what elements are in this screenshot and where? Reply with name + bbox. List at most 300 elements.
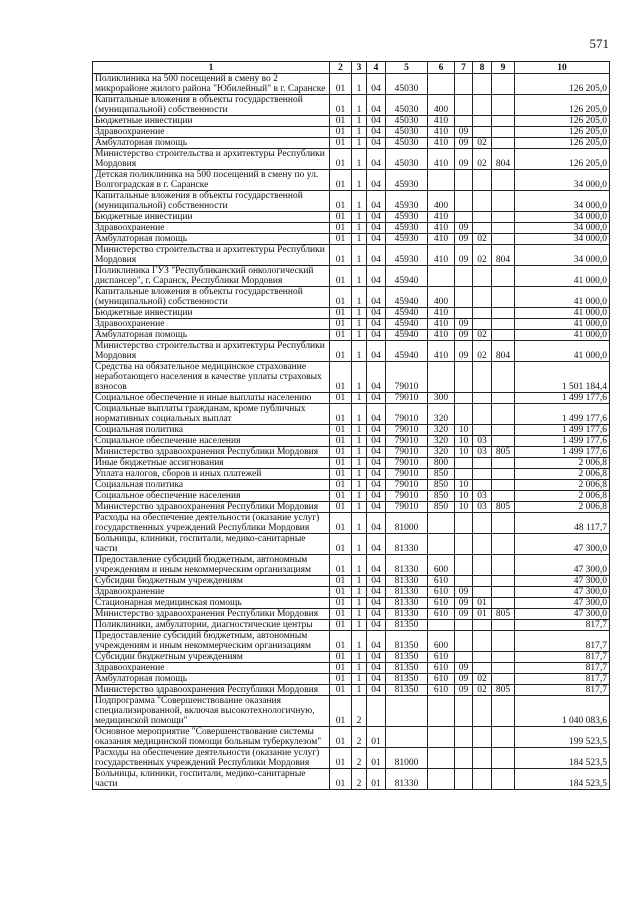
- subsection-cell: [473, 555, 492, 576]
- subsection-cell: [473, 308, 492, 319]
- ministry-code-cell: [492, 555, 515, 576]
- table-row: [93, 234, 610, 245]
- activity-code-cell: 04: [367, 436, 386, 447]
- program-code-cell: 01: [330, 491, 352, 502]
- ministry-code-cell: [492, 287, 515, 308]
- subprogram-code-cell: 1: [352, 513, 367, 534]
- expense-type-cell: [428, 170, 455, 191]
- expense-type-cell: 400: [428, 95, 455, 116]
- amount-cell: 47 300,0: [515, 598, 610, 609]
- subsection-cell: 02: [473, 234, 492, 245]
- section-cell: 10: [455, 436, 473, 447]
- row-name-cell: Министерство здравоохранения Республики Мордовия: [93, 502, 330, 513]
- section-cell: [455, 696, 473, 727]
- expense-type-cell: 610: [428, 609, 455, 620]
- table-row: [93, 727, 610, 748]
- amount-cell: 184 523,5: [515, 748, 610, 769]
- activity-code-cell: 04: [367, 191, 386, 212]
- subprogram-code-cell: 1: [352, 555, 367, 576]
- expense-type-cell: 300: [428, 393, 455, 404]
- expense-type-cell: 600: [428, 631, 455, 652]
- table-row: [93, 170, 610, 191]
- ministry-code-cell: [492, 652, 515, 663]
- amount-cell: 41 000,0: [515, 308, 610, 319]
- subprogram-code-cell: 1: [352, 234, 367, 245]
- expense-type-cell: 800: [428, 458, 455, 469]
- amount-cell: 1 499 177,6: [515, 436, 610, 447]
- program-code-cell: 01: [330, 685, 352, 696]
- program-code-cell: 01: [330, 447, 352, 458]
- subprogram-code-cell: 1: [352, 127, 367, 138]
- table-row: [93, 587, 610, 598]
- subprogram-code-cell: 1: [352, 74, 367, 95]
- activity-code-cell: 04: [367, 447, 386, 458]
- row-name-cell: Бюджетные инвестиции: [93, 212, 330, 223]
- subprogram-code-cell: 1: [352, 116, 367, 127]
- expense-type-cell: 410: [428, 116, 455, 127]
- amount-cell: 41 000,0: [515, 287, 610, 308]
- amount-cell: 126 205,0: [515, 74, 610, 95]
- amount-cell: 1 501 184,4: [515, 362, 610, 393]
- direction-code-cell: 81350: [386, 663, 428, 674]
- expense-type-cell: 410: [428, 341, 455, 362]
- direction-code-cell: 45930: [386, 223, 428, 234]
- subprogram-code-cell: 1: [352, 652, 367, 663]
- row-name-cell: Социальная политика: [93, 425, 330, 436]
- subsection-cell: [473, 769, 492, 790]
- subsection-cell: [473, 127, 492, 138]
- row-name-cell: Больницы, клиники, госпитали, медико-санитарные части: [93, 534, 330, 555]
- program-code-cell: 01: [330, 149, 352, 170]
- activity-code-cell: 04: [367, 212, 386, 223]
- amount-cell: 126 205,0: [515, 95, 610, 116]
- activity-code-cell: 04: [367, 170, 386, 191]
- subsection-cell: [473, 469, 492, 480]
- direction-code-cell: 81350: [386, 620, 428, 631]
- ministry-code-cell: [492, 425, 515, 436]
- direction-code-cell: 79010: [386, 425, 428, 436]
- expense-type-cell: 850: [428, 480, 455, 491]
- expense-type-cell: 410: [428, 245, 455, 266]
- section-cell: 09: [455, 330, 473, 341]
- row-name-cell: Капитальные вложения в объекты государственной (муниципальной) собственности: [93, 95, 330, 116]
- activity-code-cell: 04: [367, 266, 386, 287]
- table-row: [93, 748, 610, 769]
- direction-code-cell: 45940: [386, 341, 428, 362]
- subsection-cell: [473, 266, 492, 287]
- direction-code-cell: 79010: [386, 458, 428, 469]
- subsection-cell: 02: [473, 674, 492, 685]
- subsection-cell: [473, 696, 492, 727]
- activity-code-cell: 04: [367, 576, 386, 587]
- program-code-cell: 01: [330, 609, 352, 620]
- program-code-cell: 01: [330, 436, 352, 447]
- program-code-cell: 01: [330, 330, 352, 341]
- table-row: [93, 576, 610, 587]
- expense-type-cell: 410: [428, 223, 455, 234]
- activity-code-cell: 04: [367, 674, 386, 685]
- ministry-code-cell: [492, 74, 515, 95]
- table-row: [93, 769, 610, 790]
- row-name-cell: Больницы, клиники, госпитали, медико-санитарные части: [93, 769, 330, 790]
- amount-cell: 817,7: [515, 663, 610, 674]
- subsection-cell: [473, 631, 492, 652]
- subprogram-code-cell: 1: [352, 685, 367, 696]
- expense-type-cell: 410: [428, 138, 455, 149]
- amount-cell: 47 300,0: [515, 555, 610, 576]
- table-row: [93, 74, 610, 95]
- subsection-cell: 03: [473, 502, 492, 513]
- row-name-cell: Бюджетные инвестиции: [93, 308, 330, 319]
- ministry-code-cell: [492, 212, 515, 223]
- table-row: [93, 598, 610, 609]
- row-name-cell: Основное мероприятие "Совершенствование системы оказания медицинской помощи больным туберкулезом": [93, 727, 330, 748]
- section-cell: 10: [455, 480, 473, 491]
- expense-type-cell: [428, 513, 455, 534]
- section-cell: 10: [455, 447, 473, 458]
- program-code-cell: 01: [330, 319, 352, 330]
- activity-code-cell: 01: [367, 748, 386, 769]
- table-row: [93, 308, 610, 319]
- table-row: [93, 95, 610, 116]
- table-row: [93, 245, 610, 266]
- section-cell: 09: [455, 127, 473, 138]
- amount-cell: 126 205,0: [515, 149, 610, 170]
- subsection-cell: 03: [473, 436, 492, 447]
- row-name-cell: Здравоохранение: [93, 663, 330, 674]
- subsection-cell: [473, 393, 492, 404]
- program-code-cell: 01: [330, 245, 352, 266]
- ministry-code-cell: 804: [492, 149, 515, 170]
- amount-cell: 817,7: [515, 652, 610, 663]
- amount-cell: 34 000,0: [515, 212, 610, 223]
- expense-type-cell: 320: [428, 447, 455, 458]
- activity-code-cell: 04: [367, 116, 386, 127]
- program-code-cell: 01: [330, 266, 352, 287]
- subprogram-code-cell: 1: [352, 212, 367, 223]
- subsection-cell: [473, 513, 492, 534]
- activity-code-cell: 01: [367, 727, 386, 748]
- subsection-cell: 01: [473, 598, 492, 609]
- amount-cell: 126 205,0: [515, 127, 610, 138]
- direction-code-cell: 45930: [386, 234, 428, 245]
- activity-code-cell: 04: [367, 598, 386, 609]
- direction-code-cell: 45030: [386, 74, 428, 95]
- table-row: [93, 341, 610, 362]
- row-name-cell: Предоставление субсидий бюджетным, автономным учреждениям и иным некоммерческим организациям: [93, 631, 330, 652]
- subprogram-code-cell: 1: [352, 480, 367, 491]
- ministry-code-cell: [492, 362, 515, 393]
- table-row: [93, 393, 610, 404]
- activity-code-cell: 04: [367, 663, 386, 674]
- activity-code-cell: 04: [367, 245, 386, 266]
- program-code-cell: 01: [330, 587, 352, 598]
- direction-code-cell: 79010: [386, 480, 428, 491]
- subprogram-code-cell: 1: [352, 491, 367, 502]
- row-name-cell: Поликлиники, амбулатории, диагностические центры: [93, 620, 330, 631]
- program-code-cell: 01: [330, 425, 352, 436]
- subsection-cell: [473, 534, 492, 555]
- section-cell: [455, 727, 473, 748]
- direction-code-cell: 45030: [386, 149, 428, 170]
- direction-code-cell: [386, 727, 428, 748]
- activity-code-cell: 04: [367, 95, 386, 116]
- ministry-code-cell: [492, 576, 515, 587]
- subprogram-code-cell: 1: [352, 447, 367, 458]
- table-row: [93, 652, 610, 663]
- amount-cell: 1 499 177,6: [515, 425, 610, 436]
- activity-code-cell: 04: [367, 469, 386, 480]
- direction-code-cell: 81330: [386, 598, 428, 609]
- section-cell: [455, 74, 473, 95]
- subprogram-code-cell: 1: [352, 587, 367, 598]
- ministry-code-cell: [492, 598, 515, 609]
- budget-table: [92, 61, 610, 790]
- table-row: [93, 425, 610, 436]
- column-header: 10: [515, 62, 610, 74]
- activity-code-cell: 04: [367, 685, 386, 696]
- section-cell: [455, 404, 473, 425]
- ministry-code-cell: [492, 127, 515, 138]
- section-cell: [455, 748, 473, 769]
- direction-code-cell: 81350: [386, 674, 428, 685]
- table-row: [93, 330, 610, 341]
- ministry-code-cell: [492, 116, 515, 127]
- row-name-cell: Уплата налогов, сборов и иных платежей: [93, 469, 330, 480]
- subsection-cell: 02: [473, 330, 492, 341]
- activity-code-cell: 04: [367, 587, 386, 598]
- activity-code-cell: 04: [367, 149, 386, 170]
- table-row: [93, 480, 610, 491]
- direction-code-cell: 45940: [386, 266, 428, 287]
- row-name-cell: Амбулаторная помощь: [93, 138, 330, 149]
- section-cell: 09: [455, 663, 473, 674]
- row-name-cell: Расходы на обеспечение деятельности (оказание услуг) государственных учреждений Республики Мордовия: [93, 513, 330, 534]
- subsection-cell: [473, 480, 492, 491]
- direction-code-cell: 81000: [386, 748, 428, 769]
- program-code-cell: 01: [330, 727, 352, 748]
- program-code-cell: 01: [330, 555, 352, 576]
- section-cell: [455, 95, 473, 116]
- subsection-cell: 02: [473, 245, 492, 266]
- program-code-cell: 01: [330, 234, 352, 245]
- subprogram-code-cell: 2: [352, 769, 367, 790]
- table-row: [93, 212, 610, 223]
- ministry-code-cell: 804: [492, 341, 515, 362]
- table-row: [93, 404, 610, 425]
- subsection-cell: [473, 212, 492, 223]
- subprogram-code-cell: 1: [352, 425, 367, 436]
- subsection-cell: [473, 663, 492, 674]
- expense-type-cell: [428, 74, 455, 95]
- subprogram-code-cell: 1: [352, 287, 367, 308]
- subprogram-code-cell: 1: [352, 598, 367, 609]
- activity-code-cell: 04: [367, 74, 386, 95]
- table-row: [93, 287, 610, 308]
- direction-code-cell: 45030: [386, 127, 428, 138]
- table-row: [93, 491, 610, 502]
- subprogram-code-cell: 2: [352, 696, 367, 727]
- subsection-cell: 03: [473, 447, 492, 458]
- program-code-cell: 01: [330, 404, 352, 425]
- expense-type-cell: [428, 727, 455, 748]
- expense-type-cell: 410: [428, 212, 455, 223]
- row-name-cell: Социальная политика: [93, 480, 330, 491]
- table-row: [93, 620, 610, 631]
- program-code-cell: 01: [330, 74, 352, 95]
- subsection-cell: [473, 362, 492, 393]
- direction-code-cell: 45930: [386, 212, 428, 223]
- subprogram-code-cell: 1: [352, 95, 367, 116]
- section-cell: [455, 287, 473, 308]
- subprogram-code-cell: 1: [352, 170, 367, 191]
- activity-code-cell: 04: [367, 502, 386, 513]
- expense-type-cell: 410: [428, 149, 455, 170]
- activity-code-cell: 04: [367, 555, 386, 576]
- table-row: [93, 663, 610, 674]
- expense-type-cell: 610: [428, 685, 455, 696]
- program-code-cell: 01: [330, 458, 352, 469]
- ministry-code-cell: [492, 663, 515, 674]
- program-code-cell: 01: [330, 362, 352, 393]
- subprogram-code-cell: 1: [352, 609, 367, 620]
- direction-code-cell: 81350: [386, 631, 428, 652]
- activity-code-cell: 04: [367, 127, 386, 138]
- direction-code-cell: 45940: [386, 287, 428, 308]
- section-cell: 09: [455, 598, 473, 609]
- subsection-cell: [473, 727, 492, 748]
- activity-code-cell: 04: [367, 458, 386, 469]
- subprogram-code-cell: 1: [352, 534, 367, 555]
- amount-cell: 126 205,0: [515, 116, 610, 127]
- ministry-code-cell: [492, 748, 515, 769]
- subprogram-code-cell: 1: [352, 469, 367, 480]
- expense-type-cell: 410: [428, 127, 455, 138]
- ministry-code-cell: [492, 620, 515, 631]
- activity-code-cell: 04: [367, 223, 386, 234]
- expense-type-cell: 610: [428, 652, 455, 663]
- amount-cell: 817,7: [515, 620, 610, 631]
- row-name-cell: Амбулаторная помощь: [93, 674, 330, 685]
- subprogram-code-cell: 1: [352, 149, 367, 170]
- row-name-cell: Амбулаторная помощь: [93, 234, 330, 245]
- row-name-cell: Здравоохранение: [93, 127, 330, 138]
- section-cell: [455, 469, 473, 480]
- amount-cell: 199 523,5: [515, 727, 610, 748]
- subprogram-code-cell: 1: [352, 266, 367, 287]
- subprogram-code-cell: 1: [352, 223, 367, 234]
- ministry-code-cell: [492, 769, 515, 790]
- column-header: 8: [473, 62, 492, 74]
- table-row: [93, 116, 610, 127]
- row-name-cell: Министерство здравоохранения Республики Мордовия: [93, 685, 330, 696]
- amount-cell: 47 300,0: [515, 587, 610, 598]
- program-code-cell: 01: [330, 223, 352, 234]
- ministry-code-cell: [492, 458, 515, 469]
- ministry-code-cell: [492, 513, 515, 534]
- subsection-cell: [473, 404, 492, 425]
- row-name-cell: Здравоохранение: [93, 223, 330, 234]
- table-row: [93, 674, 610, 685]
- subprogram-code-cell: 1: [352, 191, 367, 212]
- table-row: [93, 685, 610, 696]
- row-name-cell: Социальное обеспечение и иные выплаты населению: [93, 393, 330, 404]
- direction-code-cell: 81330: [386, 534, 428, 555]
- subprogram-code-cell: 1: [352, 631, 367, 652]
- section-cell: 09: [455, 609, 473, 620]
- page-number: 571: [589, 36, 609, 51]
- amount-cell: 2 006,8: [515, 458, 610, 469]
- program-code-cell: 01: [330, 170, 352, 191]
- section-cell: [455, 576, 473, 587]
- subprogram-code-cell: 1: [352, 308, 367, 319]
- section-cell: [455, 534, 473, 555]
- amount-cell: 126 205,0: [515, 138, 610, 149]
- program-code-cell: 01: [330, 748, 352, 769]
- amount-cell: 41 000,0: [515, 266, 610, 287]
- row-name-cell: Министерство строительства и архитектуры Республики Мордовия: [93, 245, 330, 266]
- table-body: [93, 74, 610, 790]
- section-cell: [455, 631, 473, 652]
- table-row: [93, 447, 610, 458]
- ministry-code-cell: [492, 393, 515, 404]
- subsection-cell: 02: [473, 138, 492, 149]
- row-name-cell: Предоставление субсидий бюджетным, автономным учреждениям и иным некоммерческим организациям: [93, 555, 330, 576]
- program-code-cell: 01: [330, 534, 352, 555]
- amount-cell: 184 523,5: [515, 769, 610, 790]
- expense-type-cell: 410: [428, 330, 455, 341]
- ministry-code-cell: [492, 491, 515, 502]
- subsection-cell: [473, 458, 492, 469]
- direction-code-cell: 45930: [386, 170, 428, 191]
- amount-cell: 2 006,8: [515, 491, 610, 502]
- section-cell: 09: [455, 223, 473, 234]
- program-code-cell: 01: [330, 308, 352, 319]
- subsection-cell: [473, 652, 492, 663]
- ministry-code-cell: [492, 170, 515, 191]
- amount-cell: 2 006,8: [515, 480, 610, 491]
- direction-code-cell: 45940: [386, 308, 428, 319]
- column-header: 7: [455, 62, 473, 74]
- subprogram-code-cell: 1: [352, 362, 367, 393]
- expense-type-cell: 410: [428, 234, 455, 245]
- subsection-cell: [473, 576, 492, 587]
- program-code-cell: 01: [330, 598, 352, 609]
- subsection-cell: [473, 223, 492, 234]
- activity-code-cell: 04: [367, 287, 386, 308]
- ministry-code-cell: [492, 138, 515, 149]
- expense-type-cell: 410: [428, 319, 455, 330]
- row-name-cell: Стационарная медицинская помощь: [93, 598, 330, 609]
- subsection-cell: [473, 287, 492, 308]
- program-code-cell: 01: [330, 116, 352, 127]
- row-name-cell: Субсидии бюджетным учреждениям: [93, 576, 330, 587]
- section-cell: 09: [455, 234, 473, 245]
- table-row: [93, 436, 610, 447]
- ministry-code-cell: [492, 631, 515, 652]
- expense-type-cell: 320: [428, 436, 455, 447]
- activity-code-cell: 04: [367, 513, 386, 534]
- section-cell: [455, 170, 473, 191]
- activity-code-cell: 04: [367, 308, 386, 319]
- direction-code-cell: [386, 696, 428, 727]
- subprogram-code-cell: 1: [352, 458, 367, 469]
- activity-code-cell: 04: [367, 393, 386, 404]
- row-name-cell: Иные бюджетные ассигнования: [93, 458, 330, 469]
- row-name-cell: Социальные выплаты гражданам, кроме публичных нормативных социальных выплат: [93, 404, 330, 425]
- section-cell: [455, 555, 473, 576]
- row-name-cell: Министерство строительства и архитектуры Республики Мордовия: [93, 149, 330, 170]
